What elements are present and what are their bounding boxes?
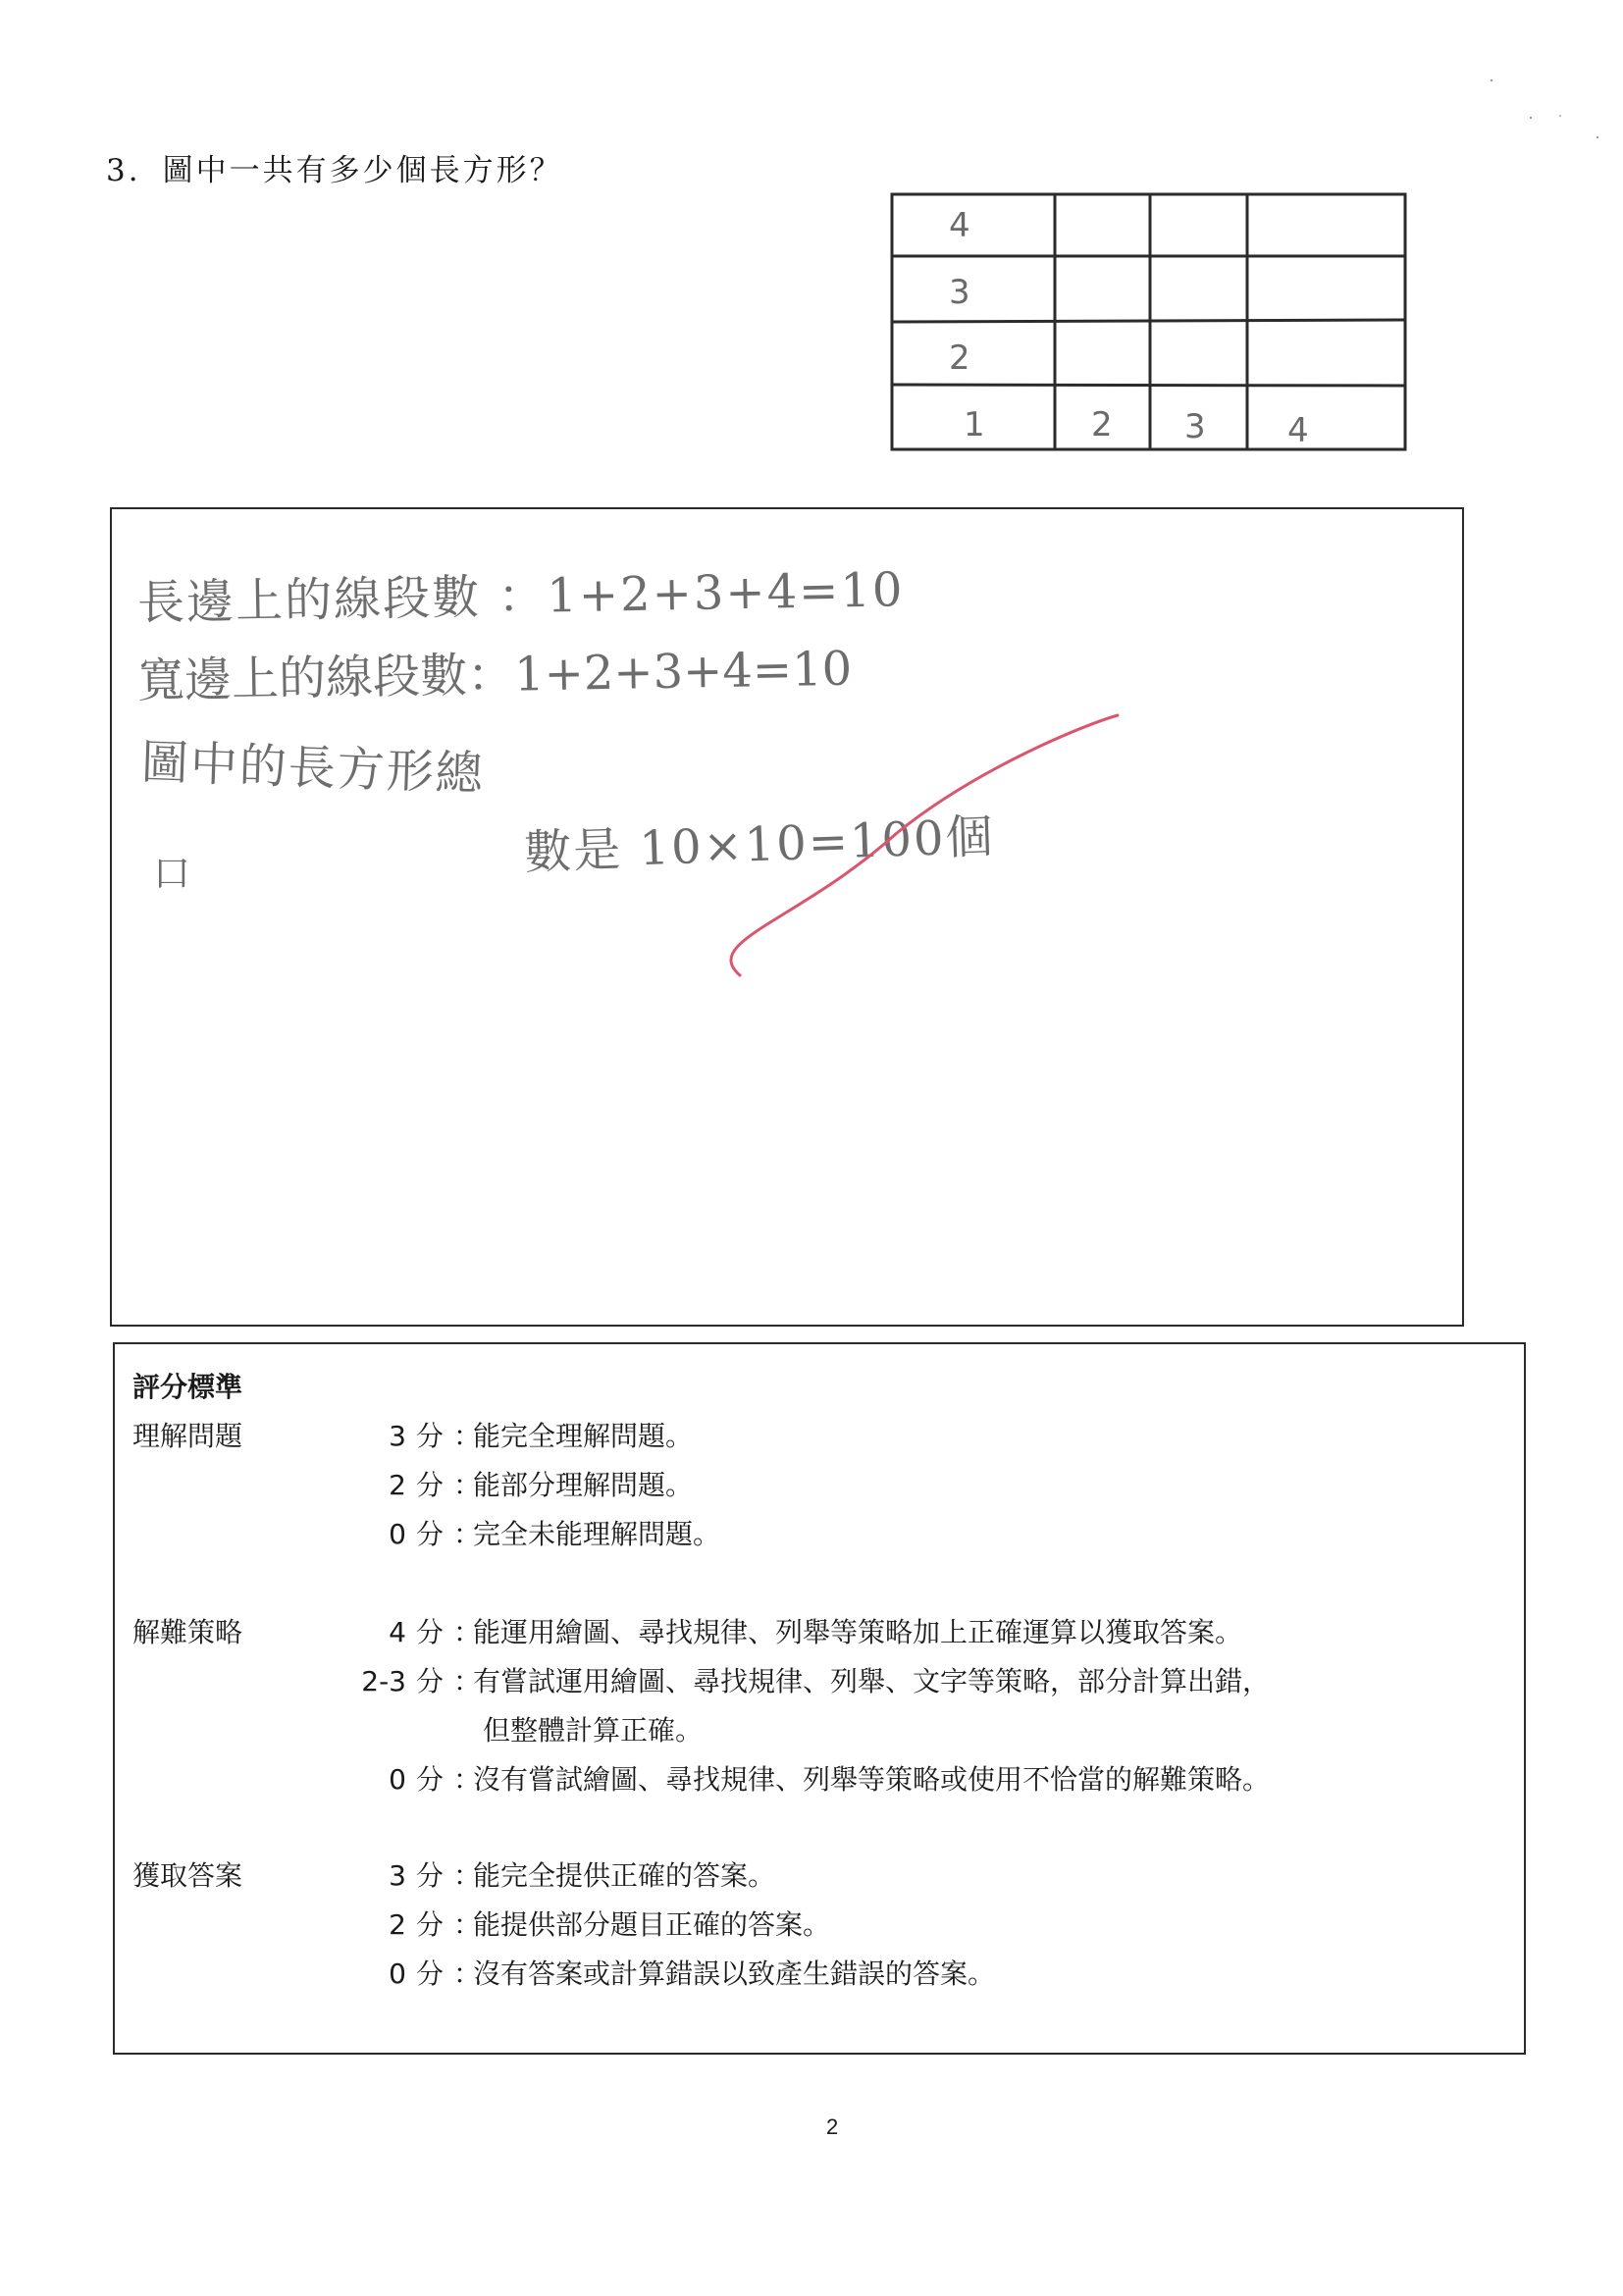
rubric-title: 評分標準 (132, 1371, 243, 1403)
answer-line: 數是 10×10=100個 (523, 809, 996, 881)
answer-line: 口 (153, 852, 193, 895)
rubric-item-continued (483, 1709, 703, 1748)
rubric-score: 4 分 (389, 1616, 444, 1648)
page-number: 2 (826, 2114, 839, 2139)
rubric-score: 3 分 (389, 1859, 444, 1892)
rubric-score: 0 分 (389, 1518, 444, 1550)
rubric-score: 3 分 (389, 1420, 444, 1452)
rubric-desc: 能提供部分題目正確的答案。 (473, 1908, 831, 1941)
rubric-score: 0 分 (389, 1763, 444, 1796)
rubric-category: 理解問題 (132, 1420, 243, 1452)
rubric-score: 2 分 (389, 1469, 444, 1501)
rubric-box (113, 1342, 1526, 2055)
check-mark-stroke (731, 715, 1118, 975)
scan-specks (1462, 59, 1619, 177)
rubric-item: 3 分 ： 能完全理解問題。 (336, 1415, 693, 1454)
rubric-score: 0 分 (389, 1957, 444, 1990)
rubric-desc: 沒有嘗試繪圖、尋找規律、列舉等策略或使用不恰當的解難策略。 (473, 1763, 1271, 1796)
rubric-score: 2-3 分 (361, 1665, 444, 1697)
rubric-item: 2 分 ： 能提供部分題目正確的答案。 (336, 1904, 830, 1943)
rubric-desc: 能運用繪圖、尋找規律、列舉等策略加上正確運算以獲取答案。 (473, 1616, 1243, 1648)
rubric-item: 0 分 ： 沒有嘗試繪圖、尋找規律、列舉等策略或使用不恰當的解難策略。 (336, 1758, 1270, 1798)
rubric-desc: 沒有答案或計算錯誤以致產生錯誤的答案。 (473, 1957, 996, 1990)
check-mark-icon (112, 509, 1466, 1329)
col-label: 3 (1184, 407, 1206, 446)
row-label: 2 (949, 339, 970, 378)
answer-line: 圖中的長方形總 (139, 734, 486, 803)
row-label: 1 (964, 405, 985, 444)
col-label: 4 (1287, 411, 1309, 450)
grid-svg (890, 192, 1407, 451)
question (106, 145, 563, 189)
grid-figure (890, 192, 1407, 451)
row-label: 3 (949, 273, 970, 312)
rubric-item: 0 分 ： 完全未能理解問題。 (336, 1513, 720, 1552)
rubric-desc: 有嘗試運用繪圖、尋找規律、列舉、文字等策略，部分計算出錯， (473, 1665, 1271, 1697)
rubric-score: 2 分 (389, 1908, 444, 1941)
rubric-item: 0 分 ： 沒有答案或計算錯誤以致產生錯誤的答案。 (336, 1953, 995, 1992)
rubric-desc: 能完全提供正確的答案。 (473, 1859, 776, 1892)
rubric-item: 3 分 ： 能完全提供正確的答案。 (336, 1854, 775, 1894)
rubric-desc: 完全未能理解問題。 (473, 1518, 721, 1550)
rubric-desc: 能部分理解問題。 (473, 1469, 694, 1501)
row-label: 4 (949, 206, 970, 245)
answer-line: 長邊上的線段數 ：1+2+3+4=10 (136, 562, 905, 631)
col-label: 2 (1091, 405, 1113, 444)
rubric-category: 獲取答案 (132, 1859, 243, 1892)
question-number: 3. (106, 153, 141, 188)
answer-line: 寬邊上的線段數：1+2+3+4=10 (136, 641, 853, 709)
question-text: 圖中一共有多少個長方形？ (162, 153, 563, 188)
rubric-desc: 但整體計算正確。 (483, 1714, 704, 1747)
rubric-desc: 能完全理解問題。 (473, 1420, 694, 1452)
rubric-item: 2-3 分 ： 有嘗試運用繪圖、尋找規律、列舉、文字等策略，部分計算出錯， (336, 1660, 1270, 1699)
rubric-category: 解難策略 (132, 1616, 243, 1648)
rubric-item: 4 分 ： 能運用繪圖、尋找規律、列舉等策略加上正確運算以獲取答案。 (336, 1611, 1242, 1650)
answer-box (110, 507, 1464, 1327)
rubric-item: 2 分 ： 能部分理解問題。 (336, 1464, 693, 1503)
